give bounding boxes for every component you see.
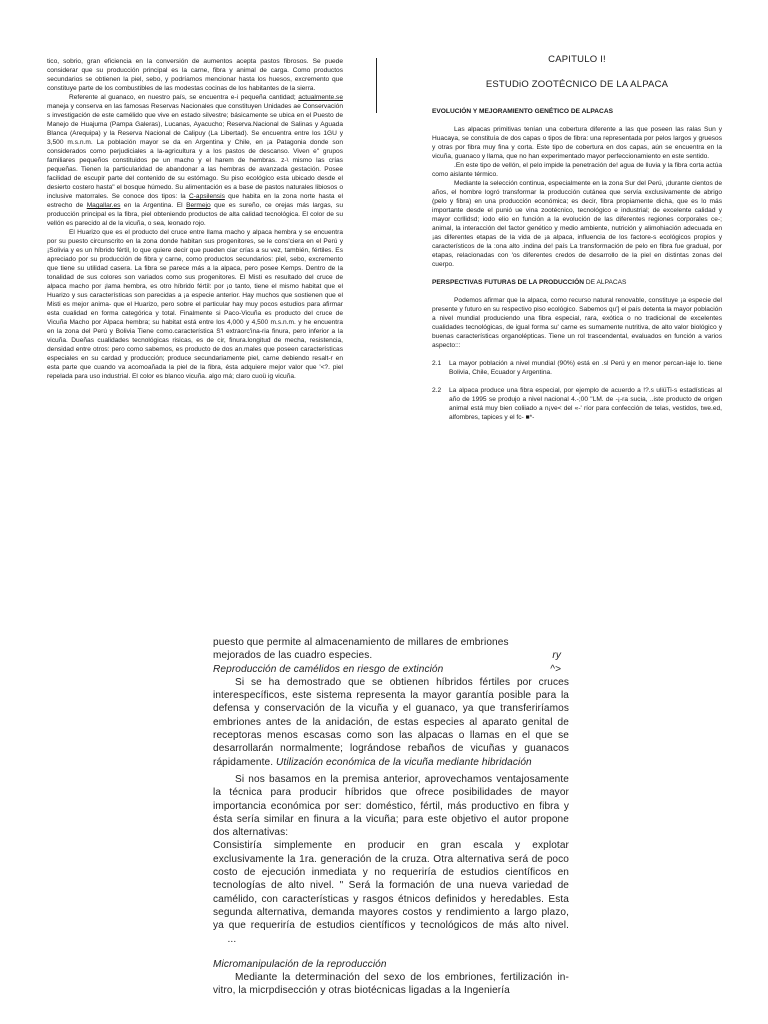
evolution-paragraph-1: Las alpacas primitivas tenían una cobertura diferente a las que poseen las ralas Sun y Huacaya, se constituía de dos capas o tipos de fibra: una representada por pelos largos y gruesos y otras por fibra muy fina y corta. Este tipo de cobertura en dos capas, aún se encuentra en la vicuña, guanaco y llama, que no han experimentado mayor perfeccionamiento en este sentido.	[432, 126, 722, 160]
underlined-term: actualmente.se	[298, 94, 343, 101]
scan-paragraph-3	[213, 839, 569, 945]
section-title-rest: DE ALPACAS	[584, 279, 627, 286]
numbered-item	[432, 386, 722, 422]
left-column	[47, 57, 343, 381]
item-text: La alpaca produce una fibra especial, por ejemplo de acuerdo a !?.s uliüTi-s estadísticas al año de 1995 se produjo a nivel nacional 4.-;00 "LM. de -¡-ra sucia, ..iste producto de origen animal está muy bien coliiado a n¡ve< del «-' ríor para confección de telas, vestidos, twe.ed, alfombres, tapices y el fc- ■*-	[449, 387, 722, 421]
text-run: en la Argentina. El	[120, 202, 187, 209]
text-run: mejorados de las cuadro especies.	[213, 650, 373, 662]
section-title-perspectives	[432, 278, 722, 287]
item-text: La mayor población a nivel mundial (90%) está en .sl Perú y en menor percan-iaje lo. tiene Bolivia, Chile, Ecuador y Argentina.	[449, 360, 722, 376]
numbered-item	[432, 359, 722, 377]
inline-subheading: Utilización económica de la vicuña mediante hibridación	[276, 756, 532, 768]
text-run: que es sureño, ce orejas más largas, su producción principal es la fibra, piel obteniendo productos de alta calidad tecnológica. El color de su vellón es parecido al de la vicuña, o sea, leonado rojo.	[47, 202, 343, 227]
section-title-bold: PERSPECTIVAS FUTURAS DE LA PRODUCCIÓN	[432, 279, 585, 286]
text-run: maneja y conserva en las famosas Reservas Nacionales que constituyen Unidades ae Conservación s investigación de este camélido que vive en estado silvestre; básicamente se ubica en el Puesto de Manejo de Huajuma (Pampa Galeras), Lucanas, Ayacucho; Reserva.Nacional de Salinas y Aguada Blanca (Arequipa) y la Reserva Nacional de Calipuy (La Libertad). Se encuentra entre los 1GU y 3,500 m.s.n.m. La población mayor se da en Argentina y Chile, en ¡a Patagonia donde son considerados como perjudiciales a la-agricultura y a los pastos de descanso. Viven e" grupos familiares pequeños constituidos pe un macho y el harem de hembras. z-\ mismo las crías pequeñas. Tienen la particularidad de abandonar a las hembras de avanzada gestación. Posee facilidad de escupir parte del contenido de su estómago. Su piso ecológico esta ubicado desde el desierto costero hasta" el bosque húmedo. Su alimentación es a base de pastos naturales libiosos o inclusive matorrales. Se conoce dos tipos: la	[47, 103, 343, 200]
text-run: Referente al guanaco, en nuestro país, se encuentra e-i pequeña cantidad;	[69, 94, 299, 101]
text-run: ...	[227, 933, 237, 945]
column-divider	[376, 58, 377, 113]
right-column	[432, 54, 722, 422]
scan-subheading-micromanipulation: Micromanipulación de la reproducción	[213, 958, 387, 970]
scan-line-1: puesto que permite al almacenamiento de millares de embriones	[213, 637, 509, 648]
scanned-page-section	[213, 636, 569, 998]
scan-subheading-reproduction	[213, 663, 569, 676]
underlined-term: C-apsilensis	[188, 193, 225, 200]
underlined-term: Bermejo	[186, 202, 211, 209]
scan-mark: ^>	[550, 663, 561, 675]
scan-paragraph-1	[213, 676, 569, 769]
left-paragraph-3: El Huarizo que es el producto del cruce entre llama macho y alpaca hembra y se encuentra por su puesto circunscrito en la zona donde habitan sus progenitores, se le cons'ciera en el Perú y ¡Solivia y es un híbrido fértil, lo que quiere decir que pueden ciar crías a su vez, también, fértiles. Es apreciado por su producción de fibra y carne, como productos secundarios: piel, sebo, excremento que tiene su utilidad casera. La fibra se parece más a la alpaca, pero posee Kemps. Dentro de la tonalidad de sus colores son variados como sus progenitores. El Misti es resultado del cruce de alpaca macho por ¡lama hembra, es otro híbrido fértil: por ¡o tanto, tiene el mismo habitat que el Huarizo y sus características son parecidas a ¡a especie anterior. Hay muchos que sostienen que el Misti es mejor anima- que el Huarizo, pero sobre el particular hay muy pocos estudios para afirmar esta cualidad en forma categórica y total. Finalmente si Paco-Vicuña es producto del cruce de Vicuña Macho por Alpaca hembra; su habitat está entre los 4,000 y 4,500 m.s.n.m. y he encuentra en la zona del Perú y Bolivia Tiene como.característica S'l extraorc'ina-ria finura, pero inferior a la vicuña. Dueñas cualidades tecnológicas risicas, es de cir, finura.longitud de mecha, resistencia, densidad entre otros: pero como sabemos, es producto de dos an.males que poseen características especiales en su cardad y producción; produce secundariamente piel, carne debiendo resalt-r en esta parte que cuando va acomoañada la piel de la fibra, ésta adquiere mejor valor que '<?. piel repelada para uso industrial. El color es blanco vicuña. algo má; claro cuoü ig vicuña.	[47, 229, 343, 380]
spacer	[432, 377, 722, 386]
text-run: Si se ha demostrado que se obtienen híbridos fértiles por cruces interespecíficos, este sistema representa la mayor garantía posible para la defensa y conservación de la vicuña y el guanaco, ya que transferiríamos embriones antes de la anidación, de estas especies al aparato genital de receptoras menos escasas como son las alpacas o llamas en el que se desarrollarán normalmente; lográndose rebaños de vicuñas y guanacos rápidamente.	[213, 676, 569, 768]
scan-paragraph-2: Si nos basamos en la premisa anterior, aprovechamos ventajosamente la técnica para producir híbridos que ofrece posibilidades de mayor importancia económica por ser: doméstico, fértil, más productivo en fibra y ésta sería similar en finura a la vicuña; para este objetivo el autor propone dos alternativas:	[213, 773, 569, 839]
chapter-title: ESTUDiO ZOOTÉCNICO DE LA ALPACA	[485, 79, 669, 90]
evolution-paragraph-2: .En este tipo de vellón, el pelo impide la penetración de! agua de lluvia y la fibra corta actúa como aislante térmico.	[432, 162, 722, 178]
text-run: Consistiría simplemente en producir en gran escala y explotar exclusivamente la 1ra. generación de la cruza. Otra alternativa será de poco costo de ejecución inmediata y no requeriría de estudios científicos en tecnologías de alto nivel. " Será la formación de una nueva variedad de camélido, con características y rasgos étnicos definidos y heredables. Esta segunda alternativa, demanda mayores costos y rendimiento a largo plazo, ya que requeriría de estudios científicos y tecnológicos de más alto nivel.	[213, 840, 569, 932]
scan-mark: ry	[552, 650, 561, 662]
section-title-evolution: EVOLUCIÓN Y MEJORAMIENTO GENÉTICO DE ALPACAS	[432, 108, 613, 115]
left-paragraph-1: tico, sobrio, gran eficiencia en la conversión de aumentos acepta pastos fibrosos. Se puede considerar que su producción principal es la carne, fibra y animal de carga. Como productos secundarios se obtienen la piel, sebo, y podríamos mencionar hasta los huesos, excremento que constituye parte de los combustibles de las modestas cocinas de los habitantes de la sierra.	[47, 58, 343, 92]
spacer	[432, 350, 722, 359]
subheading-text: Reproducción de camélidos en riesgo de extinción	[213, 663, 444, 675]
scan-line-2	[213, 649, 569, 662]
text-run: que habita en la zona norte hasta el estrecho de	[47, 193, 343, 209]
chapter-label: CAPITULO I!	[548, 54, 606, 65]
item-number: 2.1	[432, 360, 442, 367]
left-paragraph-2	[47, 93, 343, 228]
underlined-term: Magallar.es	[86, 202, 121, 209]
perspectives-paragraph: Podemos afirmar que la alpaca, como recurso natural renovable, constituye ¡a especie del presente y futuro en su respectivo piso ecológico. Sabemos qu'] el país detenta la mayor población a nivel mundial produciendo una fibra especial, rara, exótica o no tradicional de excelentes cualidades tecnológicas, de igual forma su' carne es sumamente nutritiva, de alto valor biológico y buenas características organolépticas. Tiene un rol trascendental, evaluados en función a varios aspecto:::	[432, 297, 722, 349]
scan-paragraph-4: Mediante la determinación del sexo de los embriones, fertilización in-vitro, la micrpdisección y otras biotécnicas ligadas a la Ingeniería	[213, 972, 569, 997]
spacer	[432, 269, 722, 278]
item-number: 2.2	[432, 387, 442, 394]
evolution-paragraph-3: Mediante la selección continua, especialmente en la zona Sur del Perú, ¡durante cientos de años, el hombre logró transformar la producción cutánea que servía exclusivamente de abrigo (pelo y fibra) en una producción económica; es decir, fibra propiamente dicha, que es lo más importante desde el punió ue vina zootécnico, tecnológico e industrial; de excelente calidad y mayor ccrllidsd; iodo elio en función a la evolución de las diferentes regiones corporales ce-; animal, la interacción del factor genético y medio ambiente, nutrición y alimohiación adecuada en ¡as diferentes etapas de la vida de ¡a alpaca, influencia de los factore-s ecológicos propios y característicos de la :ona alto .indina de! país La transformación de pelo en fibra fue gradual, por etapas, relacionadas con 'os diferentes credos de desarrollo de la piel en distintas zonas del cuerpo.	[432, 180, 722, 268]
